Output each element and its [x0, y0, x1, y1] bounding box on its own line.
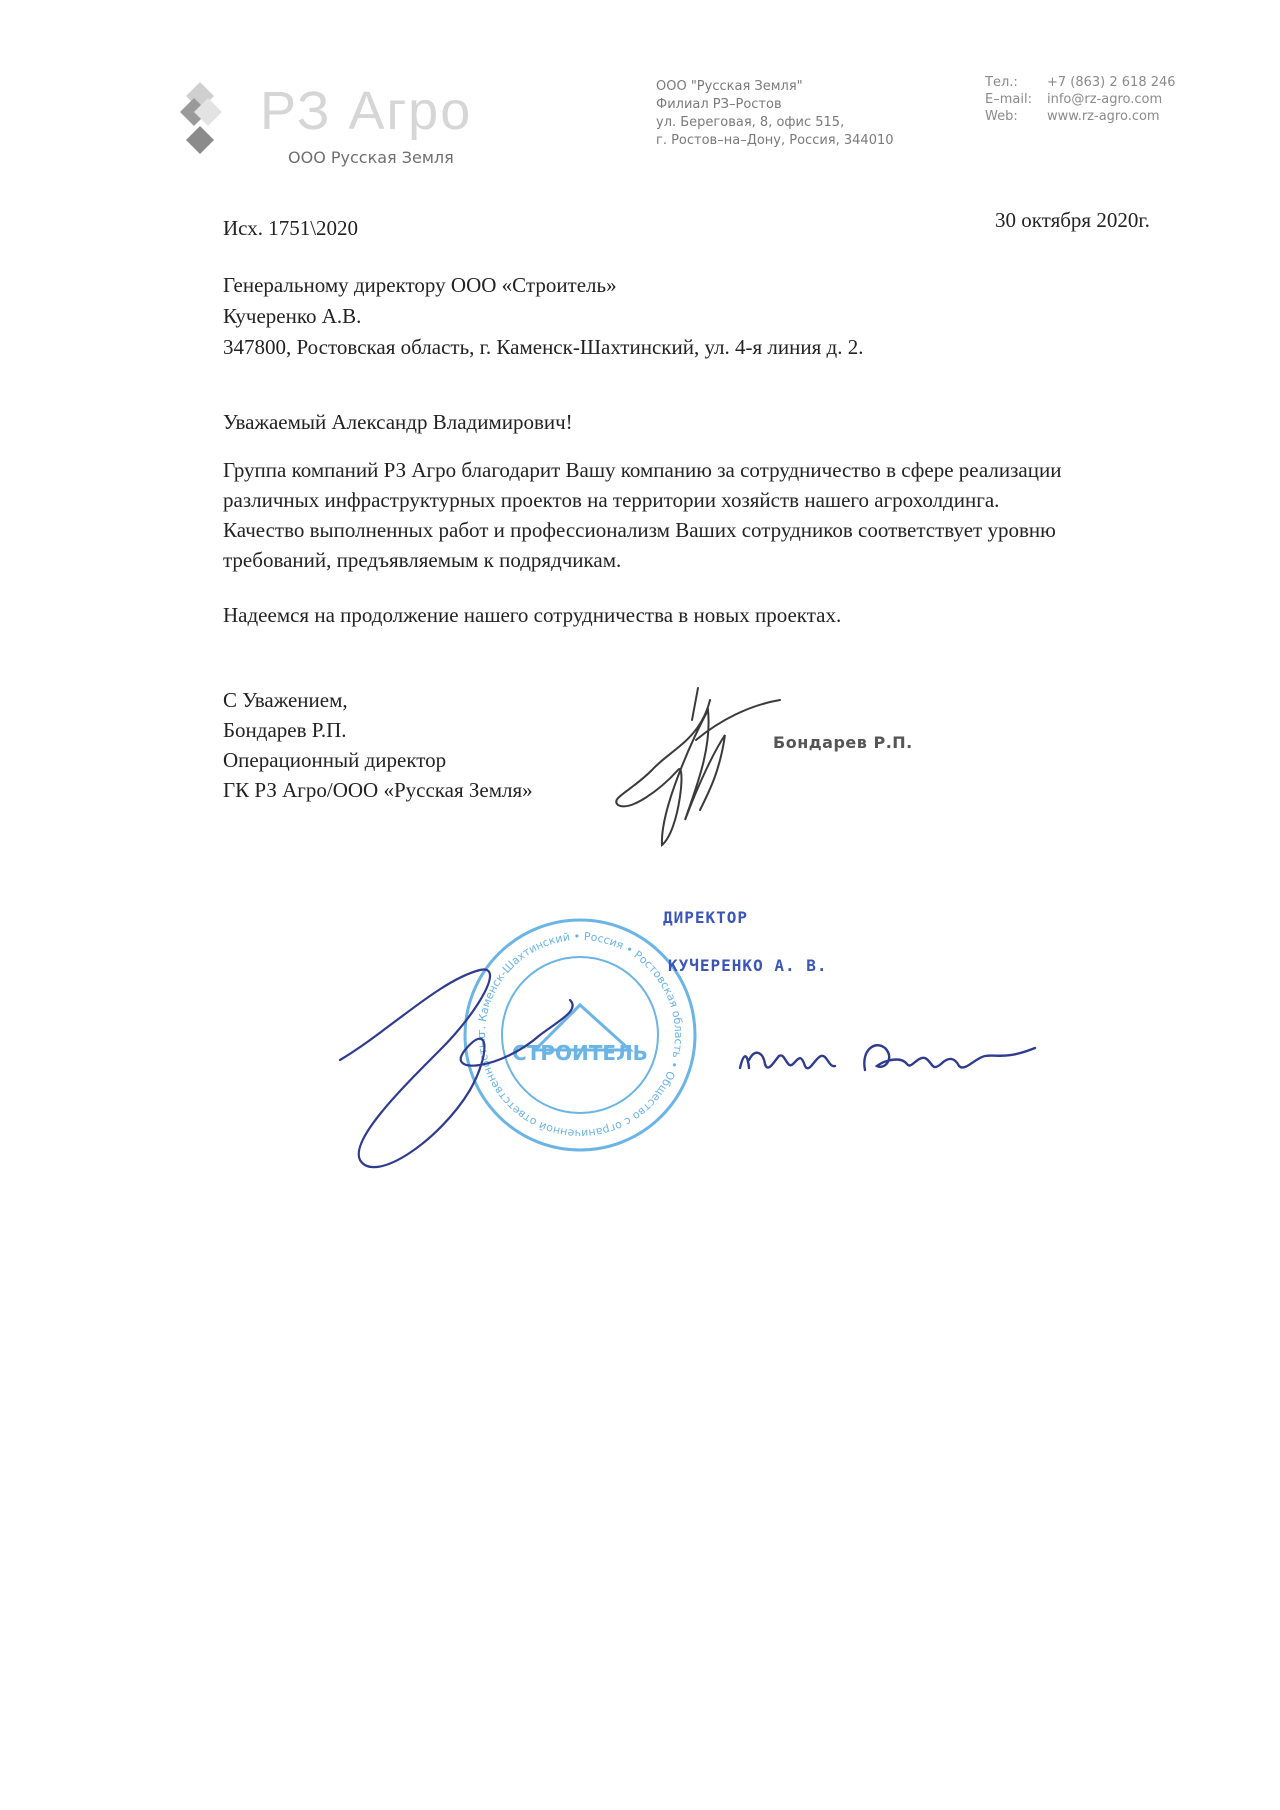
company-logo [180, 80, 473, 180]
paragraph-line: Группа компаний РЗ Агро благодарит Вашу компанию за сотрудничество в сфере реализации [223, 458, 1062, 482]
contact-value: info@rz-agro.com [1047, 92, 1163, 107]
greeting: Уважаемый Александр Владимирович! [223, 410, 573, 434]
contact-label: E–mail: [985, 92, 1032, 107]
brand-company: ООО Русская Земля [288, 148, 454, 167]
contact-label: Web: [985, 109, 1018, 124]
contact-value: www.rz-agro.com [1047, 109, 1160, 124]
letter-date: 30 октября 2020г. [995, 208, 1150, 232]
recipient-line: Кучеренко А.В. [223, 304, 362, 328]
branch-line: ООО "Русская Земля" [656, 79, 803, 94]
contact-value: +7 (863) 2 618 246 [1047, 75, 1176, 90]
signature-line: С Уважением, [223, 688, 348, 712]
stamp-center-text: СТРОИТЕЛЬ [512, 1041, 648, 1065]
typed-signature-name: Бондарев Р.П. [773, 733, 913, 752]
paragraph-line: Качество выполненных работ и профессионализм Ваших сотрудников соответствует уровню [223, 518, 1056, 542]
outgoing-number: Исх. 1751\2020 [223, 216, 359, 240]
certifier-name: КУЧЕРЕНКО А. В. [668, 956, 828, 975]
recipient-line: Генеральному директору ООО «Строитель» [223, 273, 617, 297]
stamp-ring-textpath: г. Каменск-Шахтинский • Россия • Ростовская область • Общество с ограниченной ответственностью [474, 929, 686, 1141]
contact-email [985, 91, 1176, 108]
branch-line: ул. Береговая, 8, офис 515, [656, 115, 845, 130]
contact-phone [985, 74, 1176, 91]
handwritten-signature-kucherenko [330, 940, 630, 1180]
contact-label: Тел.: [985, 75, 1018, 90]
brand-name: РЗ Агро [260, 81, 473, 141]
closing-sentence: Надеемся на продолжение нашего сотрудничества в новых проектах. [223, 603, 842, 627]
paragraph-line: требований, предъявляемым к подрядчикам. [223, 548, 622, 572]
certifier-title: ДИРЕКТОР [663, 908, 749, 927]
body-paragraph [223, 455, 1185, 575]
handwritten-copy-note [735, 1030, 1075, 1090]
branch-line: Филиал РЗ–Ростов [656, 97, 782, 112]
signature-line: Бондарев Р.П. [223, 718, 347, 742]
handwritten-signature-bondarev [600, 680, 790, 850]
branch-address [656, 78, 894, 150]
contact-info [985, 74, 1176, 125]
signature-line: Операционный директор [223, 748, 447, 772]
signature-line: ГК РЗ Агро/ООО «Русская Земля» [223, 778, 533, 802]
paragraph-line: различных инфраструктурных проектов на территории хозяйств нашего агрохолдинга. [223, 488, 1000, 512]
recipient-block [223, 270, 863, 363]
recipient-line: 347800, Ростовская область, г. Каменск-Шахтинский, ул. 4-я линия д. 2. [223, 335, 864, 359]
signature-block [223, 685, 533, 805]
contact-web [985, 108, 1176, 125]
logo-diamond-icon [180, 80, 260, 180]
branch-line: г. Ростов–на–Дону, Россия, 344010 [656, 133, 894, 148]
